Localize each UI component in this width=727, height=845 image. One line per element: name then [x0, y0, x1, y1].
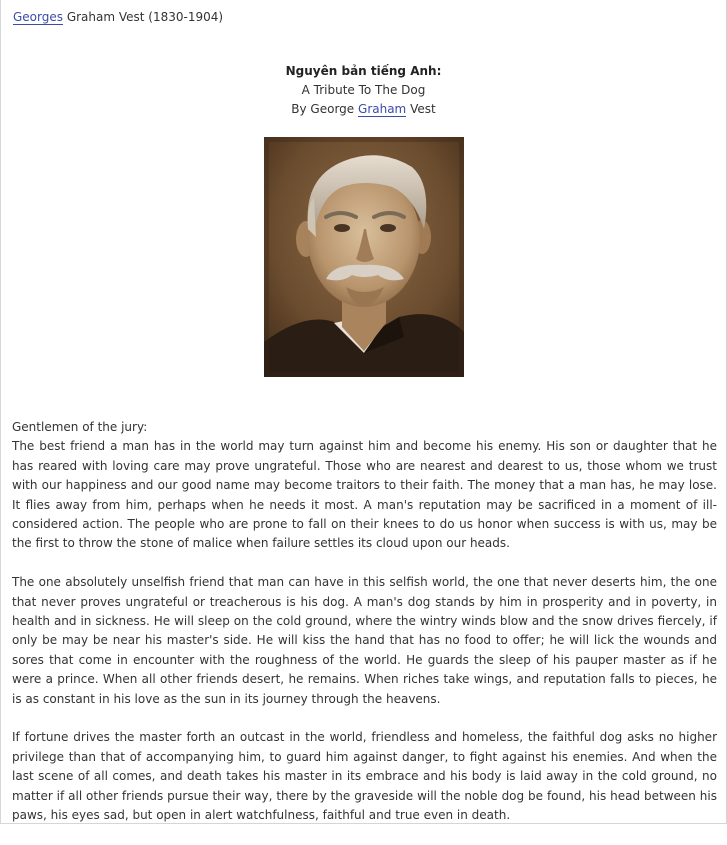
article-paragraph-1: The best friend a man has in the world may turn against him and become his enemy. His son or daughter that he has reared with loving care may prove ungrateful. Those who are nearest and dearest to us, those whom we trust with our happiness and our good name may become traitors to their faith. The money that a man has, he may lose. It flies away from him, perhaps when he needs it most. A man's reputation may be sacrificed in a moment of ill-considered action. The people who are prone to fall on their knees to do us honor when success is with us, may be the first to throw the stone of malice when failure settles its cloud upon our heads. — [12, 439, 717, 551]
author-link-georges[interactable]: Georges — [13, 10, 63, 24]
poem-title: A Tribute To The Dog — [301, 83, 426, 97]
byline — [0, 100, 727, 119]
title-block — [0, 62, 727, 119]
original-english-heading: Nguyên bản tiếng Anh: — [285, 64, 442, 78]
author-portrait-image — [264, 137, 464, 377]
portrait-illustration — [264, 137, 464, 377]
byline-prefix: By George — [291, 102, 355, 116]
article-paragraph-2: The one absolutely unselfish friend that man can have in this selfish world, the one that never deserts him, the one that never proves ungrateful or treacherous is his dog. A man's dog stands by him in prosperity and in poverty, in health and in sickness. He will sleep on the cold ground, where the wintry winds blow and the snow drives fiercely, if only be may be near his master's side. He will kiss the hand that has no food to offer; he will lick the wounds and sores that come in encounter with the roughness of the world. He guards the sleep of his pauper master as if he were a prince. When all other friends desert, he remains. When riches take wings, and reputation falls to pieces, he is as constant in his love as the sun in its journey through the heavens. — [12, 575, 717, 706]
article-salutation: Gentlemen of the jury: — [12, 420, 148, 434]
article-paragraph-3: If fortune drives the master forth an outcast in the world, friendless and homeless, the faithful dog asks no higher privilege than that of accompanying him, to guard him against danger, to fight against his enemies. And when the last scene of all comes, and death takes his master in its embrace and his body is laid away in the cold ground, no matter if all other friends pursue their way, there by the graveside will the noble dog be found, his head between his paws, his eyes sad, but open in alert watchfulness, faithful and true even in death. — [12, 730, 717, 823]
author-header — [13, 9, 223, 25]
author-link-graham[interactable]: Graham — [358, 102, 407, 116]
article-body — [12, 418, 717, 845]
author-header-rest: Graham Vest (1830-1904) — [66, 10, 224, 24]
byline-suffix: Vest — [410, 102, 436, 116]
